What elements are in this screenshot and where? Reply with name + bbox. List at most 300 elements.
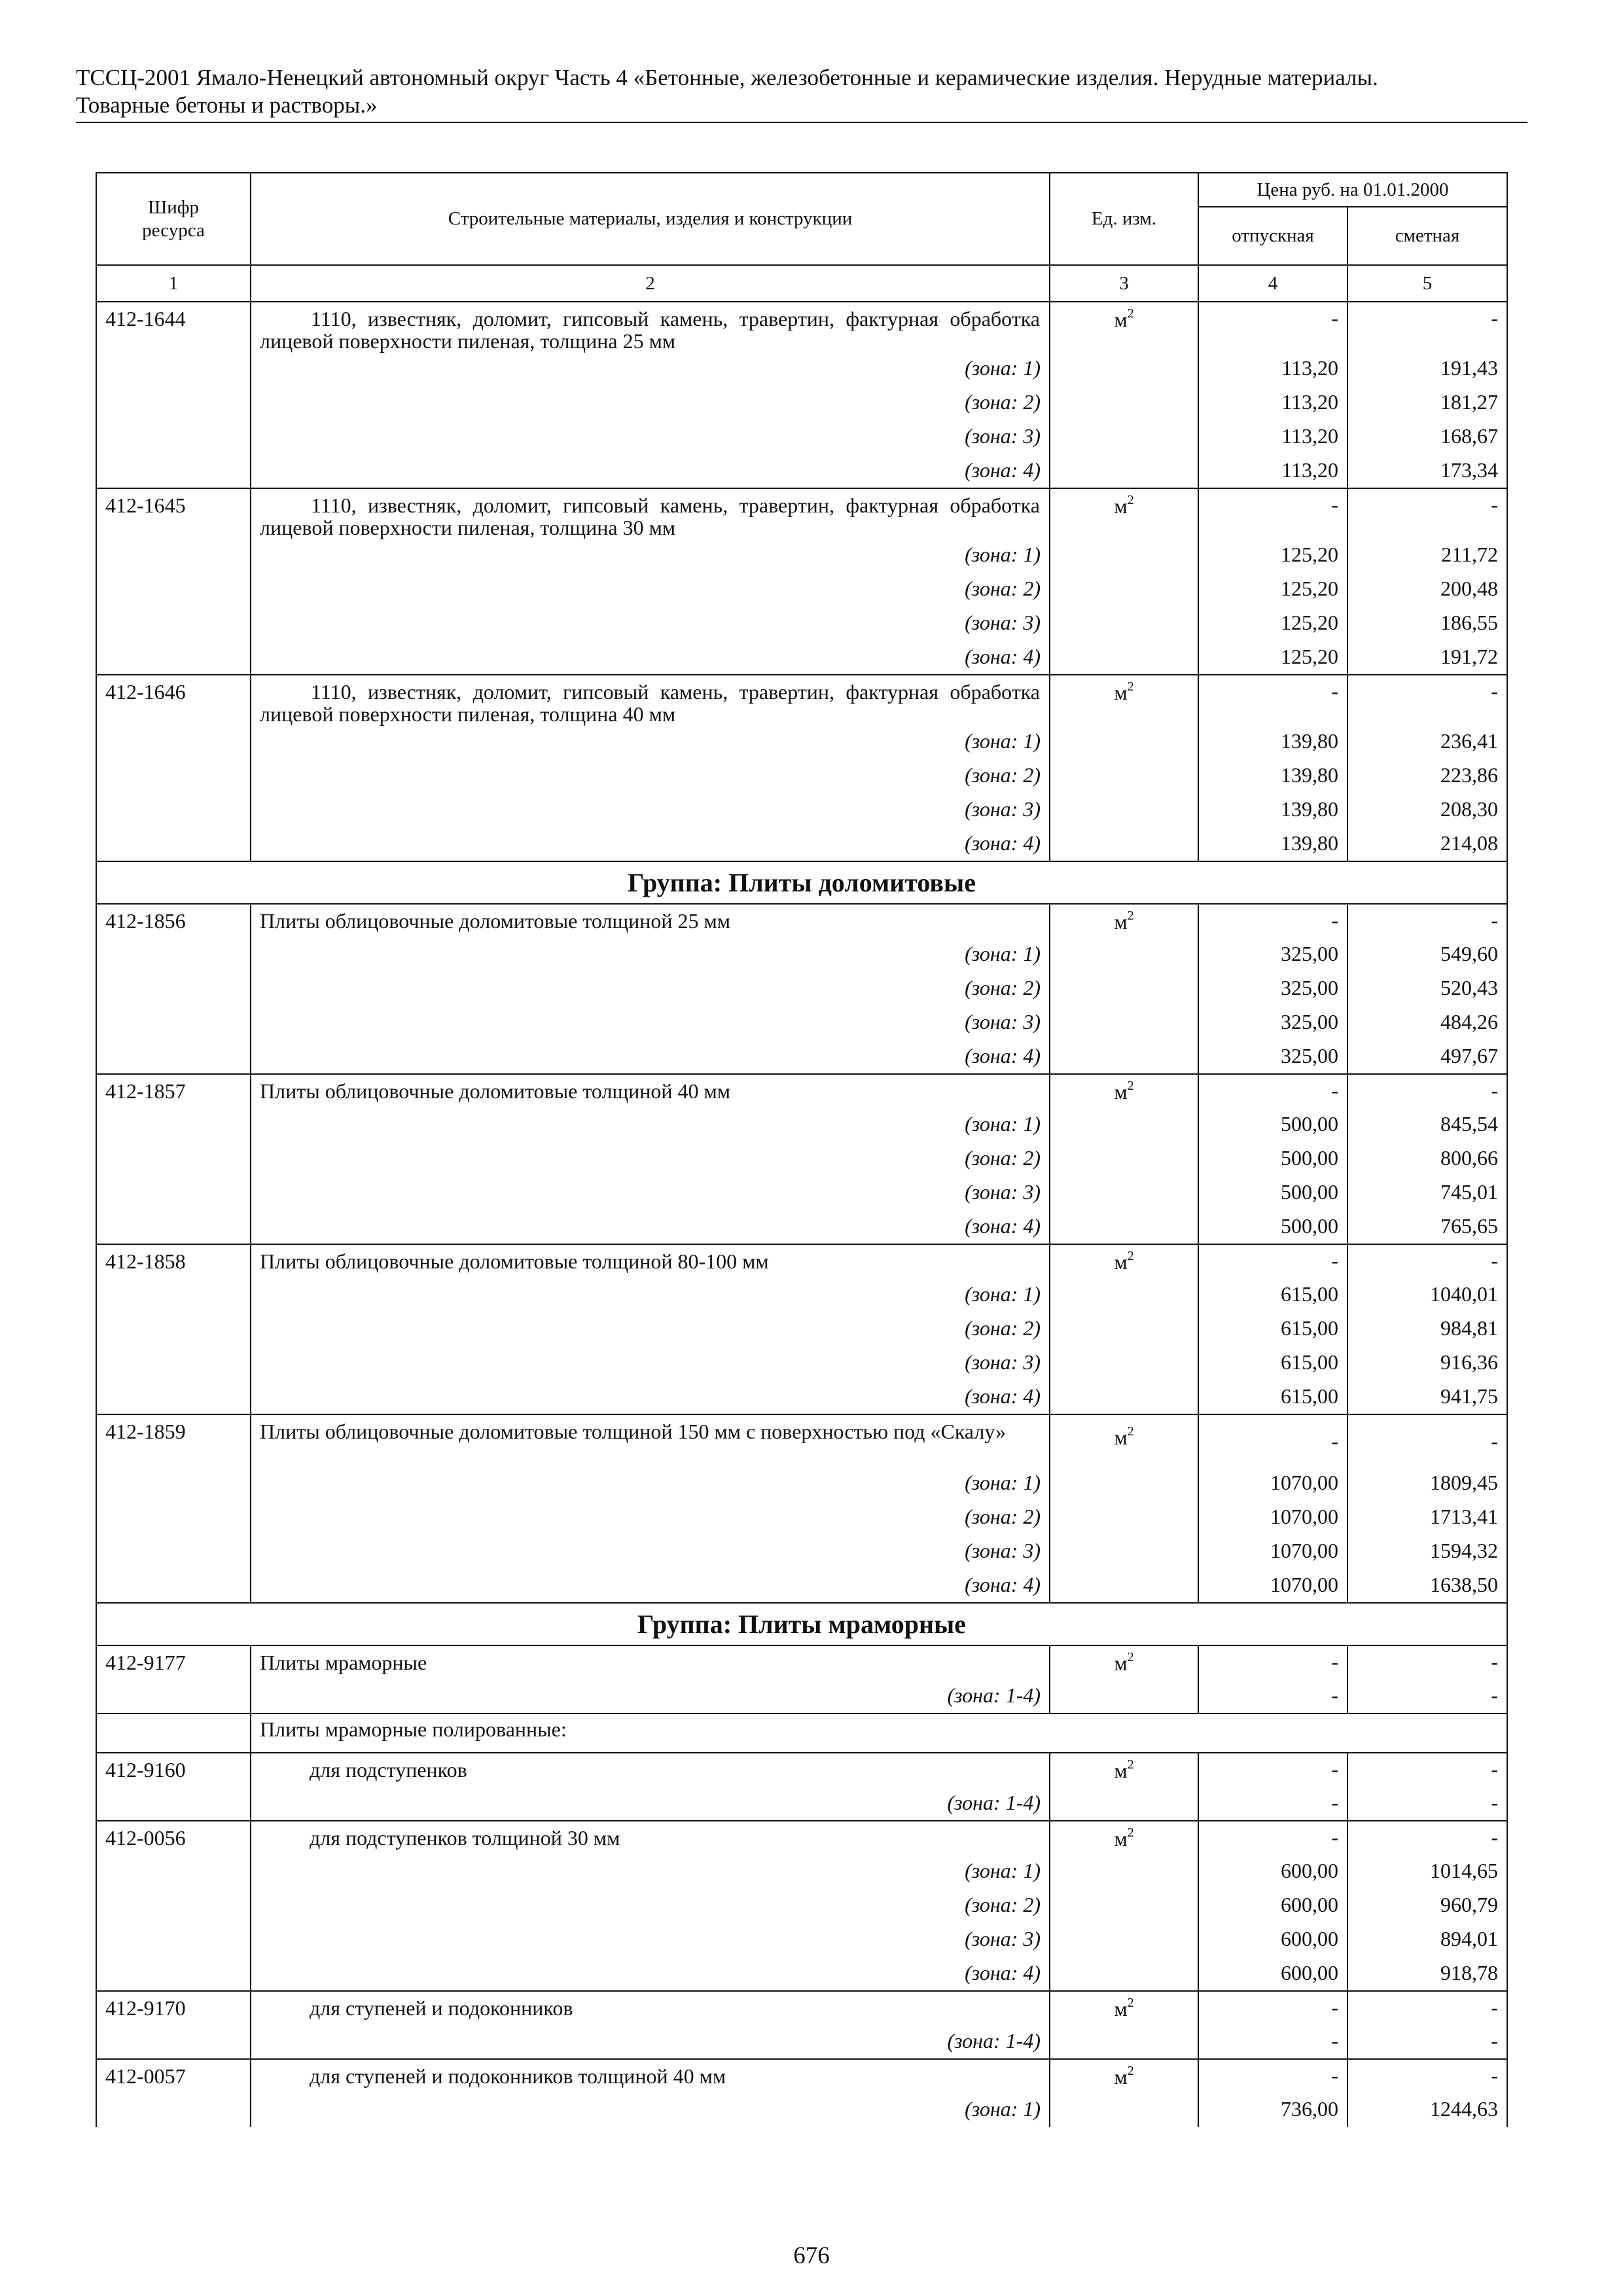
code-cell xyxy=(96,1889,251,1923)
zone-row xyxy=(96,1679,1507,1713)
material-name: Плиты облицовочные доломитовые толщиной 80-100 мм xyxy=(251,1244,1050,1278)
release-price: 125,20 xyxy=(1198,641,1347,675)
unit-cell xyxy=(1050,1210,1198,1244)
zone-label: (зона: 2) xyxy=(251,972,1050,1006)
unit-text: м xyxy=(1114,1651,1128,1675)
resource-code: 412-1859 xyxy=(96,1414,251,1467)
unit-cell xyxy=(1050,1991,1198,2025)
estimate-price: 941,75 xyxy=(1347,1380,1507,1414)
code-cell xyxy=(96,938,251,972)
estimate-price: 211,72 xyxy=(1347,539,1507,573)
material-name: для ступеней и подоконников толщиной 40 мм xyxy=(251,2059,1050,2093)
release-price: 125,20 xyxy=(1198,539,1347,573)
release-price: 325,00 xyxy=(1198,1006,1347,1040)
resource-code: 412-1857 xyxy=(96,1074,251,1108)
code-cell xyxy=(96,1679,251,1713)
estimate-price: 208,30 xyxy=(1347,793,1507,827)
code-cell xyxy=(96,1346,251,1380)
unit-text: м xyxy=(1114,2065,1128,2089)
zone-row xyxy=(96,1855,1507,1889)
release-price: 325,00 xyxy=(1198,972,1347,1006)
zone-row xyxy=(96,1535,1507,1569)
release-price: 125,20 xyxy=(1198,573,1347,607)
estimate-price: - xyxy=(1347,1787,1507,1821)
resource-code: 412-9160 xyxy=(96,1753,251,1787)
unit-cell xyxy=(1050,904,1198,938)
material-name: для подступенков толщиной 30 мм xyxy=(251,1821,1050,1855)
release-price: 500,00 xyxy=(1198,1108,1347,1142)
zone-row xyxy=(96,641,1507,675)
material-name: 1110, известняк, доломит, гипсовый камень, травертин, фактурная обработка лицевой поверхности пиленая, толщина 40 мм xyxy=(251,675,1050,725)
material-name: для подступенков xyxy=(251,1753,1050,1787)
estimate-price: - xyxy=(1347,1645,1507,1679)
material-name: 1110, известняк, доломит, гипсовый камень, травертин, фактурная обработка лицевой поверхности пиленая, толщина 30 мм xyxy=(251,488,1050,539)
page-header xyxy=(76,64,1527,119)
zone-label: (зона: 4) xyxy=(251,1210,1050,1244)
zone-label: (зона: 2) xyxy=(251,573,1050,607)
estimate-price: 1014,65 xyxy=(1347,1855,1507,1889)
release-price: 113,20 xyxy=(1198,386,1347,420)
zone-row xyxy=(96,1380,1507,1414)
unit-text: м xyxy=(1114,1080,1128,1103)
code-cell xyxy=(96,1501,251,1535)
material-name: 1110, известняк, доломит, гипсовый камень, травертин, фактурная обработка лицевой поверхности пиленая, толщина 25 мм xyxy=(251,302,1050,352)
material-name: Плиты облицовочные доломитовые толщиной 25 мм xyxy=(251,904,1050,938)
estimate-price: - xyxy=(1347,2059,1507,2093)
zone-label: (зона: 4) xyxy=(251,641,1050,675)
unit-text: м xyxy=(1114,1759,1128,1782)
zone-row xyxy=(96,352,1507,386)
resource-code: 412-0057 xyxy=(96,2059,251,2093)
unit-cell xyxy=(1050,573,1198,607)
zone-label: (зона: 4) xyxy=(251,1040,1050,1074)
estimate-price: 191,43 xyxy=(1347,352,1507,386)
release-price: - xyxy=(1198,1414,1347,1467)
column-number: 1 xyxy=(96,265,251,302)
release-price: - xyxy=(1198,904,1347,938)
unit-cell xyxy=(1050,675,1198,725)
release-price: 325,00 xyxy=(1198,938,1347,972)
table-row xyxy=(96,1753,1507,1787)
unit-cell xyxy=(1050,1414,1198,1467)
code-cell xyxy=(96,454,251,488)
estimate-price: - xyxy=(1347,2025,1507,2059)
estimate-price: - xyxy=(1347,1414,1507,1467)
unit-cell xyxy=(1050,1957,1198,1991)
code-cell xyxy=(96,1142,251,1176)
estimate-price: 1040,01 xyxy=(1347,1278,1507,1312)
zone-row xyxy=(96,1569,1507,1603)
table-row xyxy=(96,1821,1507,1855)
unit-exponent: 2 xyxy=(1127,1249,1134,1263)
zone-label: (зона: 1) xyxy=(251,1855,1050,1889)
estimate-price: 918,78 xyxy=(1347,1957,1507,1991)
estimate-price: 549,60 xyxy=(1347,938,1507,972)
resource-code: 412-1644 xyxy=(96,302,251,352)
unit-cell xyxy=(1050,1645,1198,1679)
release-price: 325,00 xyxy=(1198,1040,1347,1074)
unit-cell xyxy=(1050,725,1198,759)
code-cell xyxy=(96,1569,251,1603)
unit-exponent: 2 xyxy=(1127,1757,1134,1772)
code-cell xyxy=(96,1040,251,1074)
unit-cell xyxy=(1050,1923,1198,1957)
release-price: 1070,00 xyxy=(1198,1467,1347,1501)
estimate-price: 223,86 xyxy=(1347,759,1507,793)
page-number: 676 xyxy=(793,2242,830,2269)
release-price: - xyxy=(1198,1679,1347,1713)
zone-row xyxy=(96,827,1507,861)
table-row xyxy=(96,302,1507,352)
unit-exponent: 2 xyxy=(1127,679,1134,694)
code-cell xyxy=(96,1380,251,1414)
release-price: 600,00 xyxy=(1198,1923,1347,1957)
unit-exponent: 2 xyxy=(1127,493,1134,507)
zone-label: (зона: 3) xyxy=(251,420,1050,454)
code-cell xyxy=(96,1923,251,1957)
unit-cell xyxy=(1050,1006,1198,1040)
release-price: - xyxy=(1198,2059,1347,2093)
table-row xyxy=(96,1414,1507,1467)
zone-row xyxy=(96,573,1507,607)
unit-exponent: 2 xyxy=(1127,1825,1134,1840)
unit-cell xyxy=(1050,641,1198,675)
zone-label: (зона: 4) xyxy=(251,1380,1050,1414)
code-cell xyxy=(96,607,251,641)
code-cell xyxy=(96,420,251,454)
unit-text: м xyxy=(1114,308,1128,331)
code-cell xyxy=(96,972,251,1006)
zone-label: (зона: 1) xyxy=(251,2093,1050,2127)
unit-cell xyxy=(1050,1753,1198,1787)
unit-exponent: 2 xyxy=(1127,2064,1134,2078)
release-price: 139,80 xyxy=(1198,827,1347,861)
release-price: - xyxy=(1198,302,1347,352)
resource-code: 412-1646 xyxy=(96,675,251,725)
subheading-row xyxy=(96,1713,1507,1753)
table-row xyxy=(96,488,1507,539)
table-row xyxy=(96,1991,1507,2025)
estimate-price: 1713,41 xyxy=(1347,1501,1507,1535)
release-price: 615,00 xyxy=(1198,1312,1347,1346)
estimate-price: 181,27 xyxy=(1347,386,1507,420)
code-cell xyxy=(96,725,251,759)
unit-cell xyxy=(1050,1821,1198,1855)
zone-row xyxy=(96,1501,1507,1535)
unit-cell xyxy=(1050,386,1198,420)
table-body xyxy=(96,302,1507,2127)
release-price: - xyxy=(1198,1074,1347,1108)
release-price: 615,00 xyxy=(1198,1346,1347,1380)
zone-row xyxy=(96,725,1507,759)
code-cell xyxy=(96,1176,251,1210)
code-cell xyxy=(96,827,251,861)
unit-cell xyxy=(1050,352,1198,386)
unit-text: м xyxy=(1114,681,1128,704)
unit-cell xyxy=(1050,972,1198,1006)
column-number: 3 xyxy=(1050,265,1198,302)
estimate-price: - xyxy=(1347,488,1507,539)
zone-label: (зона: 1) xyxy=(251,725,1050,759)
unit-cell xyxy=(1050,1679,1198,1713)
release-price: - xyxy=(1198,1753,1347,1787)
release-price: 500,00 xyxy=(1198,1142,1347,1176)
zone-label: (зона: 2) xyxy=(251,1142,1050,1176)
code-cell xyxy=(96,2093,251,2127)
group-row xyxy=(96,1603,1507,1645)
header-line-1: ТССЦ-2001 Ямало-Ненецкий автономный округ Часть 4 «Бетонные, железобетонные и керамические изделия. Нерудные материалы. xyxy=(76,65,1378,90)
column-number: 2 xyxy=(251,265,1050,302)
zone-row xyxy=(96,1787,1507,1821)
zone-row xyxy=(96,2025,1507,2059)
table-row xyxy=(96,1244,1507,1278)
zone-label: (зона: 4) xyxy=(251,1569,1050,1603)
code-cell xyxy=(96,539,251,573)
table-row xyxy=(96,675,1507,725)
estimate-price: 984,81 xyxy=(1347,1312,1507,1346)
unit-cell xyxy=(1050,793,1198,827)
code-cell xyxy=(96,1006,251,1040)
zone-label: (зона: 4) xyxy=(251,1957,1050,1991)
estimate-price: 168,67 xyxy=(1347,420,1507,454)
estimate-price: 894,01 xyxy=(1347,1923,1507,1957)
zone-row xyxy=(96,1142,1507,1176)
zone-label: (зона: 1) xyxy=(251,1278,1050,1312)
release-price: - xyxy=(1198,2025,1347,2059)
zone-row xyxy=(96,1006,1507,1040)
release-price: 1070,00 xyxy=(1198,1569,1347,1603)
zone-label: (зона: 1) xyxy=(251,1108,1050,1142)
unit-text: м xyxy=(1114,494,1128,518)
table-row xyxy=(96,904,1507,938)
zone-row xyxy=(96,420,1507,454)
unit-text: м xyxy=(1114,910,1128,933)
zone-row xyxy=(96,793,1507,827)
unit-exponent: 2 xyxy=(1127,306,1134,321)
code-cell xyxy=(96,759,251,793)
empty-cell xyxy=(1050,1713,1507,1753)
zone-row xyxy=(96,607,1507,641)
unit-cell xyxy=(1050,1467,1198,1501)
resource-code: 412-9177 xyxy=(96,1645,251,1679)
code-cell xyxy=(96,641,251,675)
estimate-price: 1594,32 xyxy=(1347,1535,1507,1569)
column-number: 4 xyxy=(1198,265,1347,302)
unit-text: м xyxy=(1114,1997,1128,2020)
zone-label: (зона: 1) xyxy=(251,539,1050,573)
zone-row xyxy=(96,759,1507,793)
estimate-price: 191,72 xyxy=(1347,641,1507,675)
zone-row xyxy=(96,1346,1507,1380)
release-price: 615,00 xyxy=(1198,1380,1347,1414)
unit-cell xyxy=(1050,2025,1198,2059)
release-price: 600,00 xyxy=(1198,1957,1347,1991)
header-line-2: Товарные бетоны и растворы.» xyxy=(76,92,378,118)
code-cell xyxy=(96,1210,251,1244)
release-price: 125,20 xyxy=(1198,607,1347,641)
zone-row xyxy=(96,2093,1507,2127)
estimate-price: - xyxy=(1347,1244,1507,1278)
zone-row xyxy=(96,1467,1507,1501)
estimate-price: 1638,50 xyxy=(1347,1569,1507,1603)
estimate-price: - xyxy=(1347,1074,1507,1108)
release-price: - xyxy=(1198,1645,1347,1679)
unit-exponent: 2 xyxy=(1127,1650,1134,1664)
zone-label: (зона: 3) xyxy=(251,1923,1050,1957)
estimate-price: - xyxy=(1347,675,1507,725)
header-code: Шифр ресурса xyxy=(96,173,251,265)
unit-cell xyxy=(1050,2093,1198,2127)
estimate-price: 497,67 xyxy=(1347,1040,1507,1074)
unit-cell xyxy=(1050,1889,1198,1923)
header-name: Строительные материалы, изделия и конструкции xyxy=(251,173,1050,265)
estimate-price: 173,34 xyxy=(1347,454,1507,488)
material-name: Плиты облицовочные доломитовые толщиной 40 мм xyxy=(251,1074,1050,1108)
code-cell xyxy=(96,793,251,827)
release-price: 113,20 xyxy=(1198,454,1347,488)
group-title: Группа: Плиты доломитовые xyxy=(96,861,1507,904)
zone-row xyxy=(96,1278,1507,1312)
zone-label: (зона: 2) xyxy=(251,1312,1050,1346)
estimate-price: - xyxy=(1347,1679,1507,1713)
unit-text: м xyxy=(1114,1827,1128,1850)
estimate-price: - xyxy=(1347,302,1507,352)
unit-cell xyxy=(1050,759,1198,793)
estimate-price: 845,54 xyxy=(1347,1108,1507,1142)
estimate-price: 214,08 xyxy=(1347,827,1507,861)
zone-label: (зона: 2) xyxy=(251,1889,1050,1923)
zone-row xyxy=(96,1923,1507,1957)
unit-cell xyxy=(1050,1074,1198,1108)
release-price: 139,80 xyxy=(1198,759,1347,793)
material-name: для ступеней и подоконников xyxy=(251,1991,1050,2025)
zone-label: (зона: 1) xyxy=(251,1467,1050,1501)
unit-cell xyxy=(1050,1501,1198,1535)
group-title: Группа: Плиты мраморные xyxy=(96,1603,1507,1645)
release-price: 600,00 xyxy=(1198,1889,1347,1923)
zone-label: (зона: 3) xyxy=(251,1176,1050,1210)
zone-row xyxy=(96,539,1507,573)
unit-cell xyxy=(1050,454,1198,488)
zone-label: (зона: 4) xyxy=(251,827,1050,861)
estimate-price: 960,79 xyxy=(1347,1889,1507,1923)
zone-row xyxy=(96,1108,1507,1142)
release-price: - xyxy=(1198,1244,1347,1278)
zone-label: (зона: 2) xyxy=(251,1501,1050,1535)
zone-row xyxy=(96,386,1507,420)
code-cell xyxy=(96,573,251,607)
release-price: 139,80 xyxy=(1198,793,1347,827)
zone-label: (зона: 4) xyxy=(251,454,1050,488)
estimate-price: 186,55 xyxy=(1347,607,1507,641)
unit-cell xyxy=(1050,938,1198,972)
zone-label: (зона: 1) xyxy=(251,938,1050,972)
unit-cell xyxy=(1050,1040,1198,1074)
zone-label: (зона: 3) xyxy=(251,1535,1050,1569)
unit-text: м xyxy=(1114,1250,1128,1274)
unit-cell xyxy=(1050,827,1198,861)
release-price: - xyxy=(1198,488,1347,539)
estimate-price: 236,41 xyxy=(1347,725,1507,759)
resource-code: 412-1858 xyxy=(96,1244,251,1278)
estimate-price: 200,48 xyxy=(1347,573,1507,607)
release-price: 113,20 xyxy=(1198,420,1347,454)
unit-cell xyxy=(1050,1108,1198,1142)
unit-exponent: 2 xyxy=(1127,1079,1134,1093)
estimate-price: 800,66 xyxy=(1347,1142,1507,1176)
estimate-price: 745,01 xyxy=(1347,1176,1507,1210)
estimate-price: 1809,45 xyxy=(1347,1467,1507,1501)
code-cell xyxy=(96,1957,251,1991)
resource-code: 412-1645 xyxy=(96,488,251,539)
estimate-price: - xyxy=(1347,1753,1507,1787)
unit-cell xyxy=(1050,1535,1198,1569)
zone-label: (зона: 2) xyxy=(251,386,1050,420)
code-cell xyxy=(96,386,251,420)
release-price: 615,00 xyxy=(1198,1278,1347,1312)
unit-cell xyxy=(1050,1278,1198,1312)
estimate-price: 484,26 xyxy=(1347,1006,1507,1040)
unit-text: м xyxy=(1114,1426,1128,1449)
unit-exponent: 2 xyxy=(1127,1996,1134,2010)
unit-cell xyxy=(1050,607,1198,641)
unit-cell xyxy=(1050,539,1198,573)
subheading-text: Плиты мраморные полированные: xyxy=(251,1713,1050,1753)
unit-exponent: 2 xyxy=(1127,1424,1134,1439)
zone-row xyxy=(96,1040,1507,1074)
zone-row xyxy=(96,1889,1507,1923)
unit-cell xyxy=(1050,1569,1198,1603)
zone-label: (зона: 2) xyxy=(251,759,1050,793)
table-row xyxy=(96,1645,1507,1679)
unit-cell xyxy=(1050,1787,1198,1821)
release-price: 600,00 xyxy=(1198,1855,1347,1889)
zone-row xyxy=(96,454,1507,488)
code-cell xyxy=(96,1312,251,1346)
estimate-price: 1244,63 xyxy=(1347,2093,1507,2127)
column-number: 5 xyxy=(1347,265,1507,302)
unit-cell xyxy=(1050,1346,1198,1380)
release-price: 736,00 xyxy=(1198,2093,1347,2127)
material-name: Плиты облицовочные доломитовые толщиной 150 мм с поверхностью под «Скалу» xyxy=(251,1414,1050,1467)
resource-code: 412-1856 xyxy=(96,904,251,938)
zone-row xyxy=(96,1176,1507,1210)
header-unit: Ед. изм. xyxy=(1050,173,1198,265)
table-row xyxy=(96,2059,1507,2093)
release-price: 1070,00 xyxy=(1198,1501,1347,1535)
unit-cell xyxy=(1050,1380,1198,1414)
unit-cell xyxy=(1050,420,1198,454)
group-row xyxy=(96,861,1507,904)
release-price: 113,20 xyxy=(1198,352,1347,386)
code-cell xyxy=(96,1467,251,1501)
resource-code: 412-0056 xyxy=(96,1821,251,1855)
unit-cell xyxy=(1050,302,1198,352)
code-cell xyxy=(96,1787,251,1821)
header-rule xyxy=(76,122,1527,123)
zone-label: (зона: 3) xyxy=(251,1006,1050,1040)
unit-cell xyxy=(1050,488,1198,539)
zone-row xyxy=(96,1957,1507,1991)
unit-cell xyxy=(1050,1312,1198,1346)
zone-label: (зона: 3) xyxy=(251,607,1050,641)
estimate-price: - xyxy=(1347,1991,1507,2025)
estimate-price: - xyxy=(1347,904,1507,938)
release-price: 1070,00 xyxy=(1198,1535,1347,1569)
zone-label: (зона: 3) xyxy=(251,793,1050,827)
estimate-price: 765,65 xyxy=(1347,1210,1507,1244)
unit-cell xyxy=(1050,1142,1198,1176)
